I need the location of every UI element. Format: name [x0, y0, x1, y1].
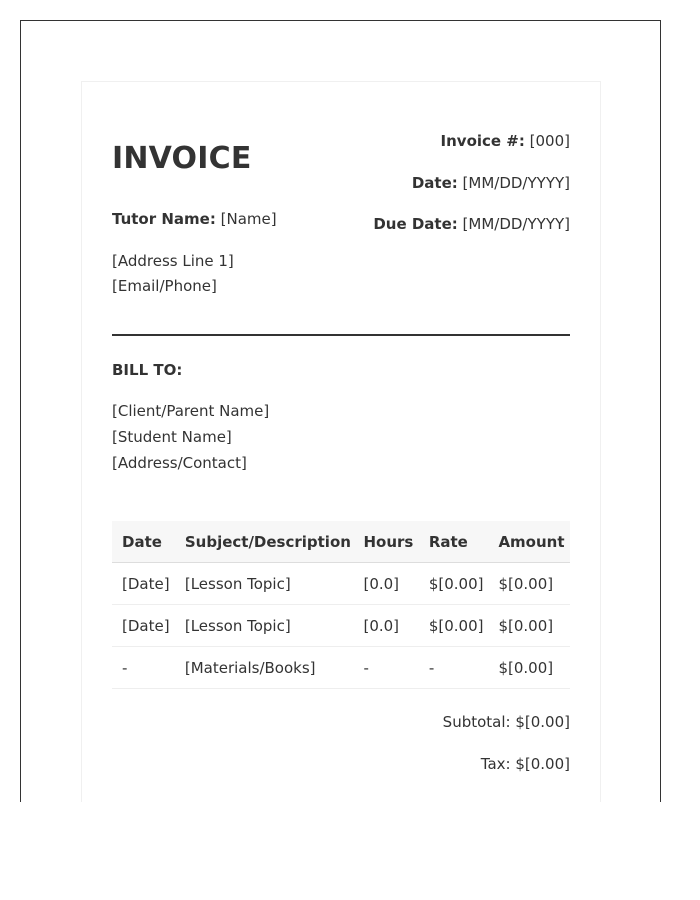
cell-date: [Date]	[112, 563, 175, 605]
due-date	[373, 215, 570, 233]
due-date-value: [MM/DD/YYYY]	[462, 215, 570, 233]
bill-to-student: [Student Name]	[112, 428, 232, 446]
invoice-title: INVOICE	[112, 141, 252, 176]
header-date: Date	[112, 521, 175, 563]
tutor-name-label: Tutor Name:	[112, 210, 216, 228]
cell-date: -	[112, 647, 175, 689]
line-items-table	[112, 521, 570, 689]
tutor-name-value: [Name]	[220, 210, 277, 228]
bill-to-heading: BILL TO:	[112, 361, 183, 379]
cell-rate: $[0.00]	[419, 563, 489, 605]
section-divider	[112, 334, 570, 336]
cell-rate: -	[419, 647, 489, 689]
tutor-name	[112, 210, 277, 228]
invoice-number-value: [000]	[529, 132, 570, 150]
header-amount: Amount	[488, 521, 570, 563]
invoice-date	[412, 174, 570, 192]
header-description: Subject/Description	[175, 521, 354, 563]
invoice-date-label: Date:	[411, 174, 458, 192]
due-date-label: Due Date:	[373, 215, 458, 233]
invoice-date-value: [MM/DD/YYYY]	[462, 174, 570, 192]
table-row	[112, 605, 570, 647]
cell-hours: [0.0]	[353, 563, 418, 605]
cell-hours: [0.0]	[353, 605, 418, 647]
cell-rate: $[0.00]	[419, 605, 489, 647]
bill-to-client: [Client/Parent Name]	[112, 402, 270, 420]
cell-description: [Lesson Topic]	[175, 563, 354, 605]
table-row	[112, 647, 570, 689]
cell-date: [Date]	[112, 605, 175, 647]
cell-amount: $[0.00]	[488, 563, 570, 605]
invoice-number-label: Invoice #:	[440, 132, 525, 150]
header-rate: Rate	[419, 521, 489, 563]
cell-amount: $[0.00]	[488, 605, 570, 647]
tax: Tax: $[0.00]	[480, 755, 570, 773]
table-row	[112, 563, 570, 605]
tutor-contact: [Email/Phone]	[112, 277, 217, 295]
tutor-address: [Address Line 1]	[112, 252, 234, 270]
bill-to-contact: [Address/Contact]	[112, 454, 247, 472]
cell-description: [Lesson Topic]	[175, 605, 354, 647]
invoice-number	[441, 132, 570, 150]
table-header-row	[112, 521, 570, 563]
cell-description: [Materials/Books]	[175, 647, 354, 689]
cell-hours: -	[353, 647, 418, 689]
header-hours: Hours	[353, 521, 418, 563]
subtotal: Subtotal: $[0.00]	[442, 713, 570, 731]
cell-amount: $[0.00]	[488, 647, 570, 689]
